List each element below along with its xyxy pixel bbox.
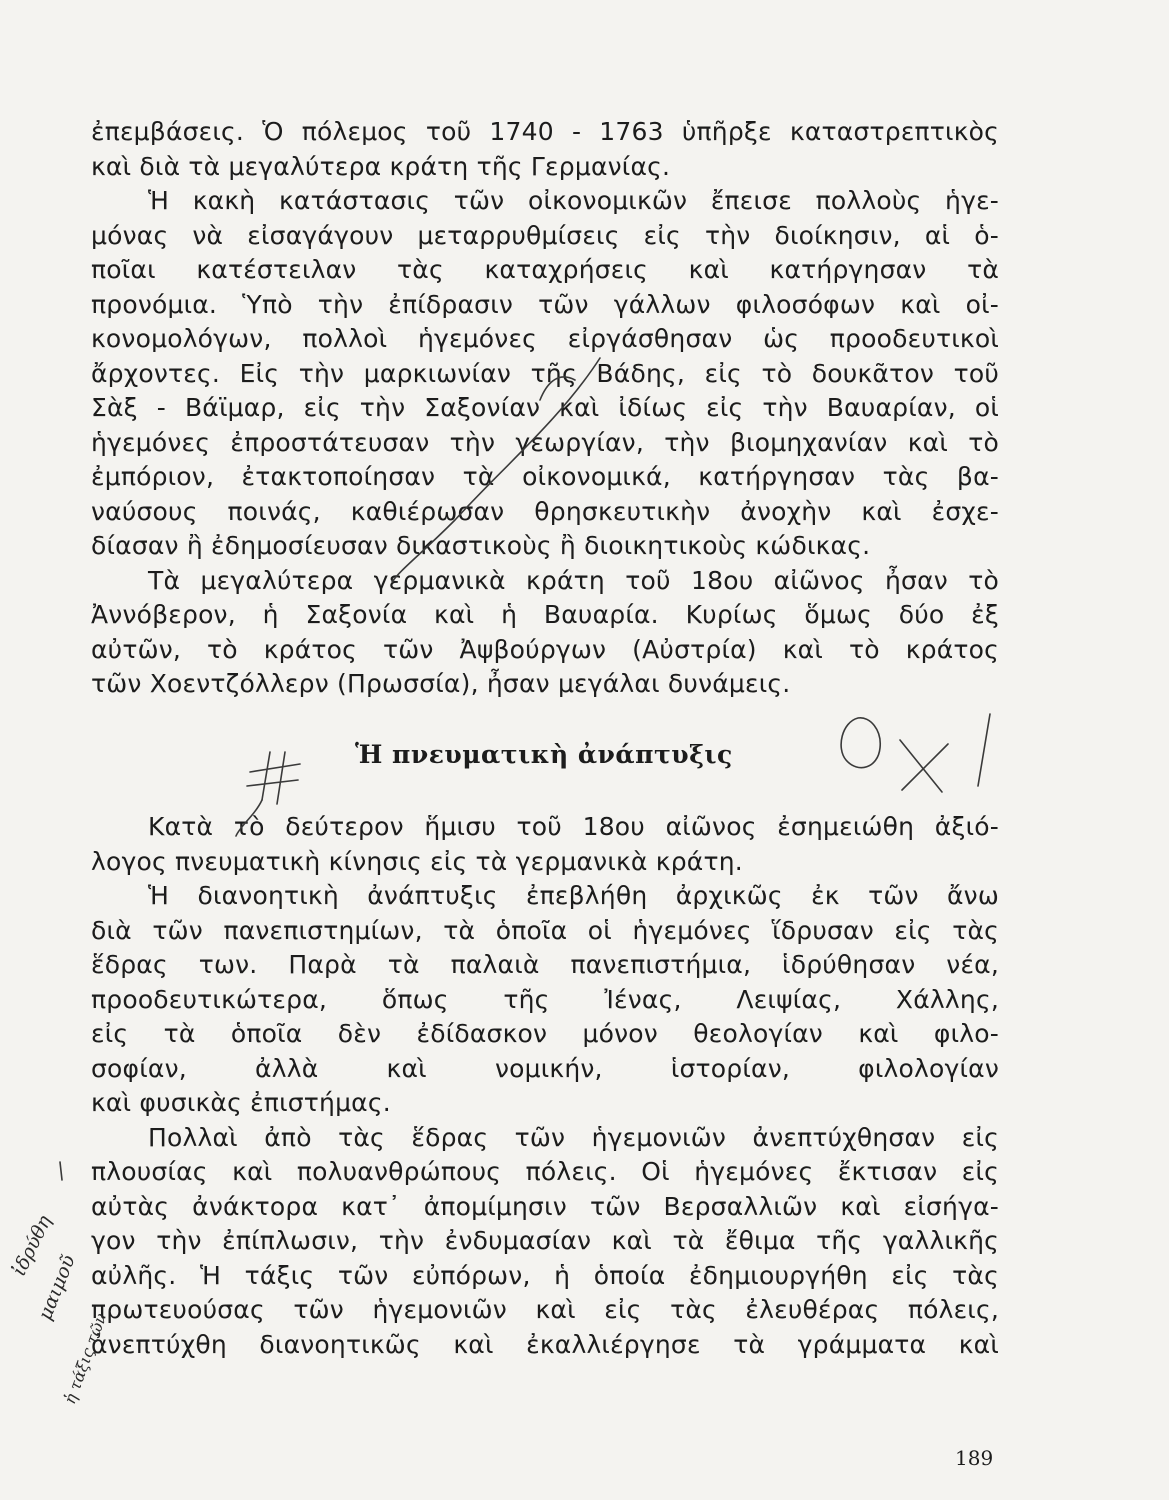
text-line: Τὰ μεγαλύτερα γερμανικὰ κράτη τοῦ 18ου αἰῶνος ἦσαν τὸ [148,565,999,595]
text-line: Ἀννόβερον, ἡ Σαξονία καὶ ἡ Βαυαρία. Κυρίως ὅμως δύο ἐξ [91,600,999,629]
text-line: δίασαν ἢ ἐδημοσίευσαν δικαστικοὺς ἢ διοικητικοὺς κώδικας. [91,531,871,560]
text-line: λογος πνευματικὴ κίνησις εἰς τὰ γερμανικὰ κράτη. [91,846,743,876]
text-line: ἕδρας των. Παρὰ τὰ παλαιὰ πανεπιστήμια, ἱδρύθησαν νέα, [91,950,999,979]
handwritten-ochi-x [900,740,948,792]
text-line: ἡγεμόνες ἐπροστάτευσαν τὴν γεωργίαν, τὴν βιομηχανίαν καὶ τὸ [91,427,999,457]
text-line: ἐμπόριον, ἐτακτοποίησαν τὰ οἰκονομικά, κατήργησαν τὰς βα- [91,462,999,491]
margin-note-1: ἰδρύθη [8,1212,57,1280]
text-line: αὐλῆς. Ἡ τάξις τῶν εὐπόρων, ἡ ὁποία ἐδημιουργήθη εἰς τὰς [91,1260,999,1290]
section-heading: Ἡ πνευματικὴ ἀνάπτυξις [355,740,733,769]
page-number: 189 [955,1446,994,1470]
text-line: αὐτὰς ἀνάκτορα κατ᾽ ἀπομίμησιν τῶν Βερσαλλιῶν καὶ εἰσήγα- [91,1191,999,1221]
text-line: Ἡ διανοητικὴ ἀνάπτυξις ἐπεβλήθη ἀρχικῶς ἐκ τῶν ἄνω [148,881,999,910]
text-line: Πολλαὶ ἀπὸ τὰς ἕδρας τῶν ἡγεμονιῶν ἀνεπτύχθησαν εἰς [148,1122,999,1152]
text-line: ναύσους ποινάς, καθιέρωσαν θρησκευτικὴν ἀνοχὴν καὶ ἐσχε- [91,496,999,526]
text-line: εἰς τὰ ὁποῖα δὲν ἐδίδασκον μόνον θεολογίαν καὶ φιλο- [91,1019,999,1048]
text-line: αὐτῶν, τὸ κράτος τῶν Ἀψβούργων (Αὐστρία) καὶ τὸ κράτος [91,634,999,664]
text-line: μόνας νὰ εἰσαγάγουν μεταρρυθμίσεις εἰς τὴν διοίκησιν, αἱ ὁ- [91,220,999,250]
text-line: ἐπεμβάσεις. Ὁ πόλεμος τοῦ 1740 - 1763 ὑπῆρξε καταστρεπτικὸς [91,117,999,146]
text-line: ἀνεπτύχθη διανοητικῶς καὶ ἐκαλλιέργησε τὰ γράμματα καὶ [91,1329,999,1359]
hash-mark-icon [247,752,300,804]
margin-note-3: ἡ τάξις τῶν [60,1310,111,1407]
text-line: καὶ διὰ τὰ μεγαλύτερα κράτη τῆς Γερμανίας. [91,151,671,181]
text-line: ἄρχοντες. Εἰς τὴν μαρκιωνίαν τῆς Βάδης, εἰς τὸ δουκᾶτον τοῦ [91,358,999,388]
handwritten-ochi-i [978,714,990,786]
text-line: πλουσίας καὶ πολυανθρώπους πόλεις. Οἱ ἡγεμόνες ἔκτισαν εἰς [91,1157,999,1186]
text-line: ποῖαι κατέστειλαν τὰς καταχρήσεις καὶ κατήργησαν τὰ [91,255,999,284]
text-line: Ἡ κακὴ κατάστασις τῶν οἰκονομικῶν ἔπεισε πολλοὺς ἡγε- [148,186,999,215]
margin-note-2: μαιμοῦ [34,1251,80,1324]
margin-tick [60,1162,62,1180]
text-line: σοφίαν, ἀλλὰ καὶ νομικήν, ἱστορίαν, φιλολογίαν [91,1053,999,1083]
text-line: πρωτευούσας τῶν ἡγεμονιῶν καὶ εἰς τὰς ἐλευθέρας πόλεις, [91,1295,999,1324]
text-line: καὶ φυσικὰς ἐπιστήμας. [91,1088,391,1117]
text-line: διὰ τῶν πανεπιστημίων, τὰ ὁποῖα οἱ ἡγεμόνες ἵδρυσαν εἰς τὰς [91,915,999,945]
handwritten-ochi-o [841,718,880,768]
text-line: τῶν Χοεντζόλλερν (Πρωσσία), ἦσαν μεγάλαι δυνάμεις. [91,669,791,698]
text-line: Κατὰ τὸ δεύτερον ἥμισυ τοῦ 18ου αἰῶνος ἐσημειώθη ἀξιό- [148,812,999,841]
text-line: προνόμια. Ὑπὸ τὴν ἐπίδρασιν τῶν γάλλων φιλοσόφων καὶ οἰ- [91,289,999,319]
text-line: κονομολόγων, πολλοὶ ἡγεμόνες εἰργάσθησαν ὡς προοδευτικοὶ [91,324,999,353]
text-line: προοδευτικώτερα, ὅπως τῆς Ἰένας, Λειψίας, Χάλλης, [91,984,999,1014]
text-line: Σὰξ - Βάϊμαρ, εἰς τὴν Σαξονίαν καὶ ἰδίως εἰς τὴν Βαυαρίαν, οἱ [91,393,999,422]
text-line: γον τὴν ἐπίπλωσιν, τὴν ἐνδυμασίαν καὶ τὰ ἔθιμα τῆς γαλλικῆς [91,1226,999,1255]
